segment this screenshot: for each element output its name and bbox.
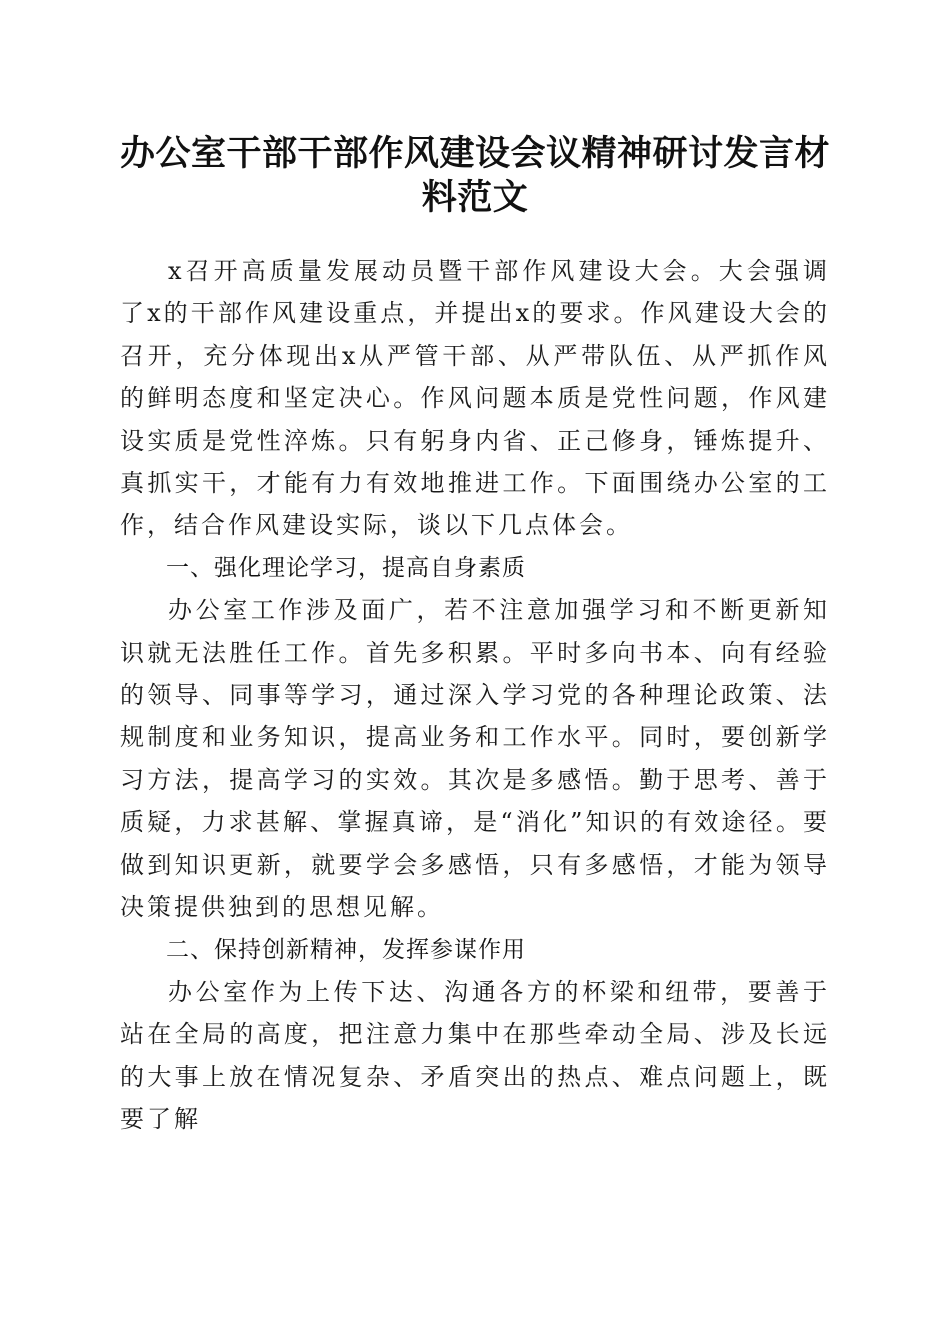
intro-paragraph: x召开高质量发展动员暨干部作风建设大会。大会强调了x的干部作风建设重点，并提出x的要求。作风建设大会的召开，充分体现出x从严管干部、从严带队伍、从严抓作风的鲜明态度和坚定决心。作风问题本质是党性问题，作风建设实质是党性淬炼。只有躬身内省、正己修身，锤炼提升、真抓实干，才能有力有效地推进工作。下面围绕办公室的工作，结合作风建设实际，谈以下几点体会。	[120, 257, 830, 540]
section-heading-2: 二、保持创新精神，发挥参谋作用	[166, 936, 526, 963]
section-paragraph-2: 办公室作为上传下达、沟通各方的杯梁和纽带，要善于站在全局的高度，把注意力集中在那些牵动全局、涉及长远的大事上放在情况复杂、矛盾突出的热点、难点问题上，既要了解	[120, 977, 830, 1134]
document-title: 办公室干部干部作风建设会议精神研讨发言材料范文	[120, 133, 831, 218]
section-paragraph-1: 办公室工作涉及面广，若不注意加强学习和不断更新知识就无法胜任工作。首先多积累。平时多向书本、向有经验的领导、同事等学习，通过深入学习党的各种理论政策、法规制度和业务知识，提高业务和工作水平。同时，要创新学习方法，提高学习的实效。其次是多感悟。勤于思考、善于质疑，力求甚解、掌握真谛，是“消化”知识的有效途径。要做到知识更新，就要学会多感悟，只有多感悟，才能为领导决策提供独到的思想见解。	[120, 596, 830, 922]
document-body	[120, 250, 830, 1141]
section-heading-1: 一、强化理论学习，提高自身素质	[166, 554, 526, 581]
